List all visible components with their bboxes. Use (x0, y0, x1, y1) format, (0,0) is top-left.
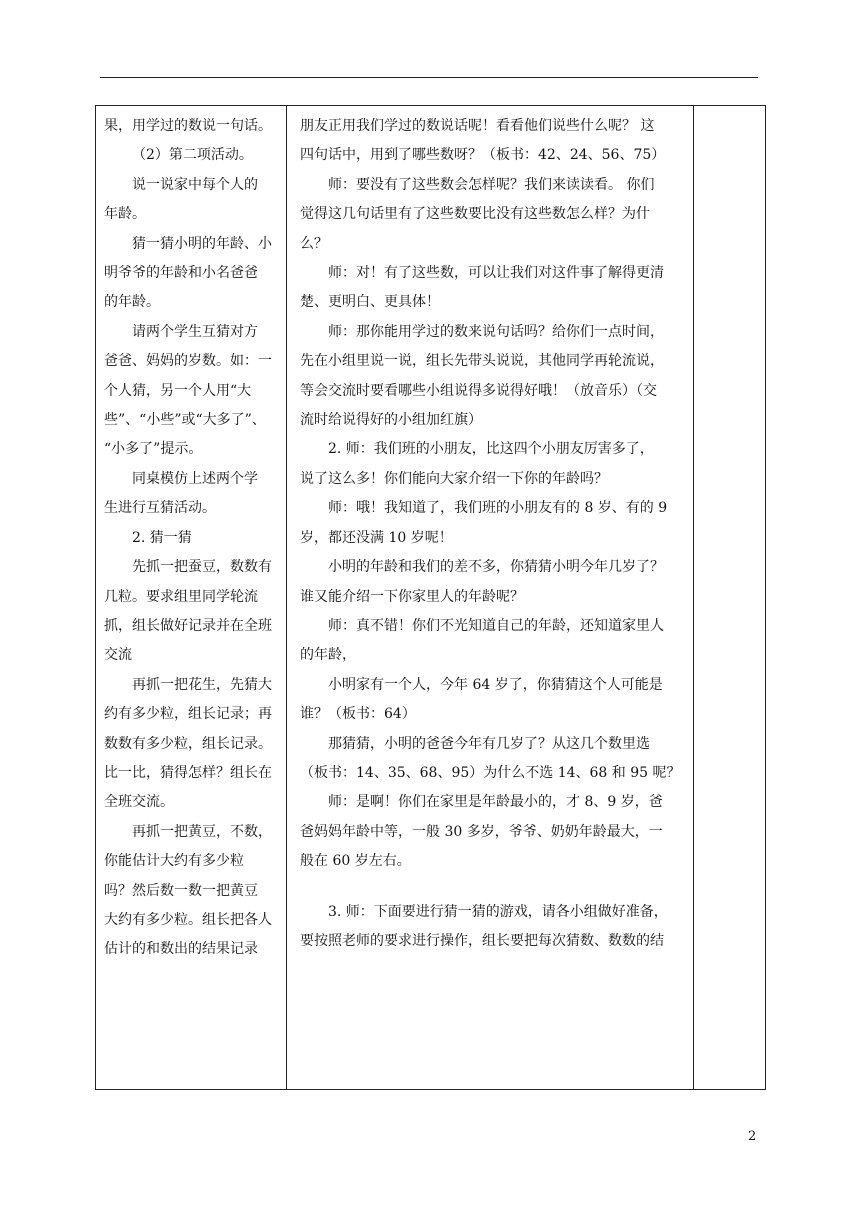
text-line: 生进行互猜活动。 (104, 500, 216, 517)
text-line: 你能估计大约有多少粒 (104, 853, 244, 870)
text-line: 谁又能介绍一下你家里人的年龄呢？ (300, 588, 524, 605)
text-line: 再抓一把花生，先猜大 (132, 676, 272, 693)
student-activity-column (104, 112, 284, 965)
text-line: （2）第二项活动。 (132, 147, 253, 164)
text-line: 估计的和数出的结果记录 (104, 941, 258, 958)
text-line: 觉得这几句话里有了这些数要比没有这些数怎么样？为什 (300, 206, 650, 223)
text-line: 么？ (300, 235, 328, 252)
text-line: 明爷爷的年龄和小名爸爸 (104, 265, 258, 282)
text-line: 猜一猜小明的年龄、小 (132, 235, 272, 252)
text-line: 等会交流时要看哪些小组说得多说得好哦！（放音乐）（交 (300, 382, 657, 399)
text-line: 同桌模仿上述两个学 (132, 470, 258, 487)
text-line: 楚、更明白、更具体！ (300, 294, 440, 311)
text-line: 的年龄。 (104, 294, 160, 311)
text-line: 般在 60 岁左右。 (300, 853, 411, 870)
text-line: 的年龄， (300, 647, 356, 664)
text-line: 大约有多少粒。组长把各人 (104, 911, 272, 928)
text-line: （板书：14、35、68、95）为什么不选 14、68 和 95 呢？ (300, 764, 681, 781)
text-line: 小明的年龄和我们的差不多，你猜猜小明今年几岁了？ (328, 559, 664, 576)
text-line: 师：哦！我知道了，我们班的小朋友有的 8 岁、有的 9 (328, 500, 668, 517)
text-line: 交流 (104, 647, 132, 664)
text-line: 比一比，猜得怎样？组长在 (104, 764, 272, 781)
column-divider-2 (693, 106, 694, 1089)
teacher-activity-column (300, 112, 688, 956)
text-line: 果，用学过的数说一句话。 (104, 118, 272, 134)
text-line: 师：真不错！你们不光知道自己的年龄，还知道家里人 (328, 617, 664, 634)
text-line: 师：对！有了这些数，可以让我们对这件事了解得更清 (328, 265, 664, 282)
text-line: 再抓一把黄豆，不数， (132, 823, 272, 840)
text-line: 四句话中，用到了哪些数呀？（板书：42、24、56、75） (300, 147, 666, 164)
text-line: 先在小组里说一说，组长先带头说说，其他同学再轮流说， (300, 353, 664, 370)
text-line: 吗？然后数一数一把黄豆 (104, 882, 258, 899)
text-line: 3. 师：下面要进行猜一猜的游戏，请各小组做好准备， (328, 903, 668, 920)
column-divider-1 (286, 106, 287, 1089)
text-line: 小明家有一个人，今年 64 岁了，你猜猜这个人可能是 (328, 676, 663, 693)
text-line: 约有多少粒，组长记录；再 (104, 706, 272, 723)
text-line: 先抓一把蚕豆，数数有 (132, 559, 272, 576)
text-line: 年龄。 (104, 206, 146, 223)
text-line: 些”、“小些”或“大多了”、 (104, 412, 266, 429)
text-line: 师：是啊！你们在家里是年龄最小的，才 8、9 岁，爸 (328, 794, 663, 811)
text-line: 个人猜，另一个人用“大 (104, 382, 252, 399)
page-number: 2 (748, 1129, 757, 1144)
text-line: 爸妈妈年龄中等，一般 30 多岁，爷爷、奶奶年龄最大，一 (300, 823, 663, 840)
text-line: 那猜猜，小明的爸爸今年有几岁了？从这几个数里选 (328, 735, 650, 752)
text-line: 流时给说得好的小组加红旗） (300, 412, 482, 429)
text-line: 全班交流。 (104, 794, 174, 811)
text-line: 几粒。要求组里同学轮流 (104, 588, 258, 605)
text-line: 师：那你能用学过的数来说句话吗？给你们一点时间， (328, 323, 664, 340)
header-rule (100, 77, 758, 78)
text-line: 抓，组长做好记录并在全班 (104, 617, 272, 634)
text-line: 要按照老师的要求进行操作，组长要把每次猜数、数数的结 (300, 932, 664, 949)
text-line: 谁？（板书：64） (300, 706, 416, 723)
text-line: 说一说家中每个人的 (132, 176, 258, 193)
text-line: 说了这么多！你们能向大家介绍一下你的年龄吗？ (300, 470, 608, 487)
text-line: 爸爸、妈妈的岁数。如：一 (104, 353, 272, 370)
text-line: 师：要没有了这些数会怎样呢？我们来读读看。 你们 (328, 176, 655, 193)
text-line: 请两个学生互猜对方 (132, 323, 258, 340)
lesson-table (95, 105, 766, 1090)
text-line: 数数有多少粒，组长记录。 (104, 735, 272, 752)
text-line: “小多了”提示。 (104, 441, 203, 458)
text-line: 2. 猜一猜 (132, 529, 192, 546)
text-line: 岁，都还没满 10 岁呢！ (300, 529, 453, 546)
text-line: 朋友正用我们学过的数说话呢！看看他们说些什么呢？ 这 (300, 118, 655, 134)
text-line: 2. 师：我们班的小朋友，比这四个小朋友厉害多了， (328, 441, 654, 458)
